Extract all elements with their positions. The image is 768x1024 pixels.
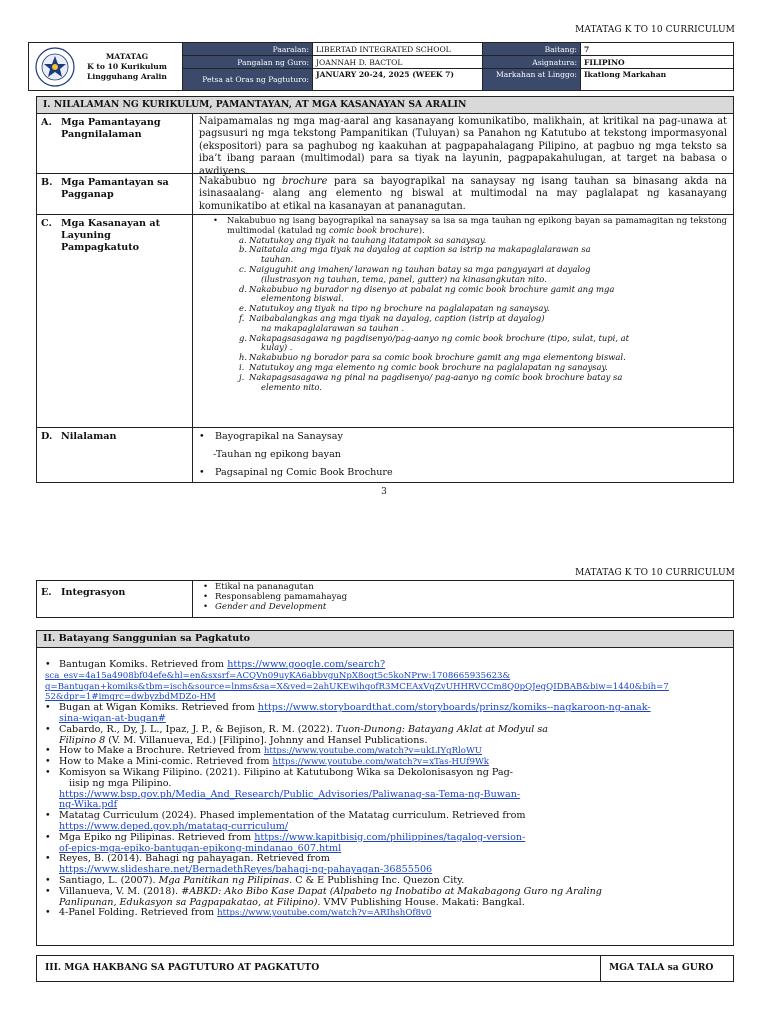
objective-text: Nakabubuo ng burador ng disenyo at pabalat ng comic book brochure gamit ang mga elementong biswal. bbox=[249, 283, 615, 304]
objective-text: Naitatala ang mga tiyak na dayalog at caption sa istrip na makapaglalarawan sa tauhan. bbox=[249, 244, 591, 265]
references-list bbox=[37, 648, 733, 925]
objective-text-cont: na makapaglalarawan sa tauhan . bbox=[261, 322, 405, 333]
row-b-text-2: para sa bayograpikal na sanaysay ng isang tauhan sa binasang akda na isinasaalang- alang ang elemento ng biswal at multimodal na may paglalapat ng kasanayang komunikatibo at etikal na kasanayan at pananagutan. bbox=[199, 176, 727, 212]
objective-letter: i. bbox=[239, 361, 245, 372]
row-a-letter: A. bbox=[41, 117, 52, 128]
objective-item bbox=[199, 285, 727, 305]
list-item: • Mga Epiko ng Pilipinas. Retrieved from https://www.kapitbisig.com/philippines/tagalog-version- of-epics-mga-epiko-bantugan-epikong-mindanao_607.html bbox=[45, 831, 526, 854]
row-d-label: Nilalaman bbox=[61, 431, 117, 442]
page-number: 3 bbox=[381, 487, 387, 497]
markahan-label: Markahan at Linggo: bbox=[483, 69, 581, 91]
row-b-text-em: brochure bbox=[281, 176, 328, 187]
row-pamantayang-pangnilalaman bbox=[37, 114, 733, 177]
objective-letter: j. bbox=[239, 371, 245, 382]
objective-letter: h. bbox=[239, 352, 248, 363]
reference-link[interactable]: https://www.storyboardthat.com/storyboards/prinsz/komiks--nagkaroon-ng-anak- bbox=[257, 702, 651, 714]
row-a-label: Mga Pamantayang Pangnilalaman bbox=[61, 117, 161, 140]
objectives-list bbox=[193, 215, 733, 427]
objective-letter: e. bbox=[239, 303, 247, 314]
objective-bullet: • bbox=[213, 215, 218, 225]
reference-link[interactable]: sina-wigan-at-bugan# bbox=[59, 712, 166, 724]
objective-text-cont: tauhan. bbox=[261, 254, 294, 265]
reference-link[interactable]: https://www.kapitbisig.com/philippines/tagalog-version- bbox=[254, 831, 526, 843]
header-table bbox=[28, 42, 734, 91]
row-e-label: Integrasyon bbox=[61, 587, 126, 598]
reference-link[interactable]: ng-Wika.pdf bbox=[59, 799, 118, 811]
section-3-bar bbox=[36, 955, 734, 982]
list-item: • Pagsapinal ng Comic Book Brochure bbox=[199, 467, 393, 478]
list-item: • Bantugan Komiks. Retrieved from https://www.google.com/search? sca_esv=4a15a4908bf04efe&hl=en&sxsrf=ACQVn09uyKA6abbvguNpX8oqt5c5koNPrw:1708665935623& q=Bantugan+komiks&tbm=isch&source=lnms&sa=X&ved=2ahUKEwihqofR3MCEAxVqZvUHHRVCCm8Q0pQJegQIDBAB&biw=1440&bih=7 52&dpr=1#imgrc=dwbyzbdMDZo-HM bbox=[45, 659, 669, 703]
row-b-letter: B. bbox=[41, 177, 53, 188]
row-b-label: Mga Pamantayan sa Pagganap bbox=[61, 177, 169, 200]
running-header: MATATAG K TO 10 CURRICULUM bbox=[575, 25, 735, 35]
reference-link[interactable]: q=Bantugan+komiks&tbm=isch&source=lnms&sa=X&ved=2ahUKEwihqofR3MCEAxVqZvUHHRVCCm8Q0pQJegQIDBAB&biw=1440&bih=7 bbox=[45, 681, 669, 692]
petsa-value: JANUARY 20-24, 2025 (WEEK 7) bbox=[313, 69, 483, 91]
baitang-label: Baitang: bbox=[483, 43, 581, 56]
guro-value: JOANNAH D. BACTOL bbox=[313, 56, 483, 69]
section-2-box bbox=[36, 630, 734, 946]
nilalaman-list bbox=[193, 428, 733, 482]
row-c-letter: C. bbox=[41, 218, 52, 229]
objective-item bbox=[199, 334, 727, 354]
guro-label: Pangalan ng Guro: bbox=[183, 56, 313, 69]
objective-letter: d. bbox=[239, 283, 248, 294]
logo-line-3: Lingguhang Aralin bbox=[87, 71, 167, 81]
objective-text-cont: kulay) . bbox=[261, 342, 293, 353]
integrasyon-list bbox=[193, 581, 733, 617]
integrasyon-box bbox=[36, 580, 734, 618]
reference-link[interactable]: https://www.deped.gov.ph/matatag-curriculum/ bbox=[59, 820, 289, 832]
row-kasanayan bbox=[37, 215, 733, 428]
logo-line-2: K to 10 Kurikulum bbox=[87, 61, 167, 71]
reference-link[interactable]: 52&dpr=1#imgrc=dwbyzbdMDZo-HM bbox=[45, 692, 216, 703]
list-item: • Etikal na pananagutan bbox=[203, 582, 314, 592]
reference-link[interactable]: https://www.youtube.com/watch?v=xTas-HUf9Wk bbox=[272, 757, 489, 768]
objective-text-cont: (ilustrasyon ng tauhan, tema, panel, gutter) na kinasangkutan nito. bbox=[261, 273, 547, 284]
list-item: • Reyes, B. (2014). Bahagi ng pahayagan. Retrieved from https://www.slideshare.net/BernadethReyes/bahagi-ng-pahayagan-36855506 bbox=[45, 853, 433, 876]
objective-item bbox=[199, 265, 727, 285]
objective-item bbox=[199, 373, 727, 393]
objective-item bbox=[199, 245, 727, 265]
row-a-body: Naipamamalas ng mga mag-aaral ang kasanayang komunikatibo, malikhain, at kritikal na pag-unawa at pagsusuri ng mga tekstong Pampanitikan (Tuluyan) sa Panahon ng Katutubo at tekstong impormasyonal (ekspositori) para sa paghubog ng kaakuhan at pagpapahalagang Pilipino, at pagbuo ng mga teksto sa iba’t ibang paraan (multimodal) para sa tiyak na layunin, pagpapakahulugan, at target na babasa o awdiyens. bbox=[199, 116, 727, 177]
list-item: • How to Make a Mini-comic. Retrieved from https://www.youtube.com/watch?v=xTas-HUf9Wk bbox=[45, 756, 489, 768]
objective-item bbox=[199, 314, 727, 334]
list-item: • How to Make a Brochure. Retrieved from https://www.youtube.com/watch?v=ukLIYgRloWU bbox=[45, 745, 483, 757]
section-1-title: I. NILALAMAN NG KURIKULUM, PAMANTAYAN, AT MGA KASANAYAN SA ARALIN bbox=[37, 97, 733, 114]
list-item: • Bugan at Wigan Komiks. Retrieved from https://www.storyboardthat.com/storyboards/prinsz/komiks--nagkaroon-ng-anak- sina-wigan-at-bugan# bbox=[45, 702, 651, 724]
asignatura-label: Asignatura: bbox=[483, 56, 581, 69]
objective-text: Naiguguhit ang imahen/ larawan ng tauhan batay sa mga pangyayari at dayalog (ilustrasyon ng tauhan, tema, panel, gutter) na kinasangkutan nito. bbox=[249, 263, 591, 284]
reference-link[interactable]: https://www.google.com/search? bbox=[227, 659, 386, 670]
paaralan-label: Paaralan: bbox=[183, 43, 313, 56]
reference-link[interactable]: https://www.slideshare.net/BernadethReyes/bahagi-ng-pahayagan-36855506 bbox=[59, 864, 433, 876]
row-b-text-1: Nakabubuo ng bbox=[199, 176, 282, 187]
page-gap bbox=[0, 540, 768, 555]
list-item: • Santiago, L. (2007). Mga Panitikan ng Pilipinas. C & E Publishing Inc. Quezon City. bbox=[45, 874, 465, 886]
row-pamantayan-pagganap bbox=[37, 174, 733, 215]
reference-link[interactable]: of-epics-mga-epiko-bantugan-epikong-mindanao_607.html bbox=[59, 842, 342, 854]
reference-link[interactable]: sca_esv=4a15a4908bf04efe&hl=en&sxsrf=ACQVn09uyKA6abbvguNpX8oqt5c5koNPrw:1708665935623& bbox=[45, 670, 511, 681]
objective-text: Natutukoy ang mga elemento ng comic book brochure na paglalapatan ng sanaysay. bbox=[249, 361, 608, 372]
row-b-body bbox=[193, 174, 733, 214]
list-item: • 4-Panel Folding. Retrieved from https://www.youtube.com/watch?v=ARIhshOf8v0 bbox=[45, 907, 432, 919]
section-3-title: III. MGA HAKBANG SA PAGTUTURO AT PAGKATUTO bbox=[37, 956, 601, 981]
paaralan-value: LIBERTAD INTEGRATED SCHOOL bbox=[313, 43, 483, 56]
objective-text: Nakapagsasagawa ng pinal na pagdisenyo/ pag-aanyo ng comic book brochure batay sa elemento nito. bbox=[249, 371, 623, 392]
logo-line-1: MATATAG bbox=[105, 51, 149, 61]
objective-letter: g. bbox=[239, 332, 248, 343]
objective-text: Natutukoy ang tiyak na tipo ng brochure na paglalapatan ng sanaysay. bbox=[249, 303, 550, 314]
teacher-notes-header: MGA TALA sa GURO bbox=[609, 962, 714, 973]
objective-letter: f. bbox=[239, 312, 245, 323]
logo-cell bbox=[29, 43, 183, 91]
running-header-2: MATATAG K TO 10 CURRICULUM bbox=[575, 568, 735, 578]
objective-text: Natutukoy ang tiyak na tauhang itatampok sa sanaysay. bbox=[249, 234, 487, 245]
page-2 bbox=[0, 555, 768, 1024]
asignatura-value: FILIPINO bbox=[581, 56, 734, 69]
list-item: • Komisyon sa Wikang Filipino. (2021). Filipino at Katutubong Wika sa Dekolonisasyon ng Pag- iisip ng mga Pilipino. https://www.bsp.gov.ph/Media_And_Research/Public_Advisories/Paliwanag-sa-Tema-ng-Buwan- ng-Wika.pdf bbox=[45, 766, 521, 811]
markahan-value: Ikatlong Markahan bbox=[581, 69, 734, 91]
objective-main-text: Nakabubuo ng isang bayograpikal na sanaysay sa isa sa mga tauhan ng epikong bayan sa pamamagitan ng tekstong multimodal (katulad ng bbox=[227, 215, 727, 235]
list-item: -Tauhan ng epikong bayan bbox=[213, 449, 341, 460]
objective-text: Naibabalangkas ang mga tiyak na dayalog, caption (istrip at dayalog) na makapaglalarawan sa tauhan . bbox=[249, 312, 545, 333]
objective-text-cont: elementong biswal. bbox=[261, 293, 344, 304]
objective-text-cont: elemento nito. bbox=[261, 381, 322, 392]
list-item: • Matatag Curriculum (2024). Phased implementation of the Matatag curriculum. Retrieved from https://www.deped.gov.ph/matatag-curriculum/ bbox=[45, 810, 526, 832]
row-c-label: Mga Kasanayan at Layuning Pampagkatuto bbox=[61, 218, 161, 253]
objective-main-em: comic book brochure bbox=[328, 224, 419, 235]
deped-seal-icon bbox=[35, 47, 75, 87]
list-item: • Cabardo, R., Dy, J. L., Ipaz, J. P., & Bejison, R. M. (2022). Tuon-Dunong: Batayang Aklat at Modyul sa Filipino 8 (V. M. Villanueva, Ed.) [Filipino]. Johnny and Hansel Publications. bbox=[45, 723, 549, 746]
objective-main-end: ). bbox=[418, 224, 425, 235]
objective-letter: b. bbox=[239, 244, 248, 255]
section-2-title: II. Batayang Sanggunian sa Pagkatuto bbox=[37, 631, 733, 648]
row-e-letter: E. bbox=[41, 587, 52, 598]
row-d-letter: D. bbox=[41, 431, 53, 442]
baitang-value: 7 bbox=[581, 43, 734, 56]
objective-text: Nakabubuo ng borador para sa comic book brochure gamit ang mga elementong biswal. bbox=[249, 352, 626, 363]
petsa-label: Petsa at Oras ng Pagtuturo: bbox=[183, 69, 313, 91]
list-item: • Responsableng pamamahayag bbox=[203, 592, 348, 602]
section-1-box bbox=[36, 96, 734, 483]
list-item: • Gender and Development bbox=[203, 602, 327, 612]
list-item: • Bayograpikal na Sanaysay bbox=[199, 431, 343, 442]
objective-main bbox=[227, 216, 727, 236]
reference-link[interactable]: https://www.youtube.com/watch?v=ARIhshOf8v0 bbox=[217, 908, 432, 919]
list-item: • Villanueva, V. M. (2018). #ABKD: Ako Bibo Kase Dapat (Alpabeto ng Inobatibo at Makabagong Guro ng Araling Panlipunan, Edukasyon sa Pagpapakataо, at Filipino). VMV Publishing House. Makati: Bangkal. bbox=[45, 885, 602, 908]
objective-letter: c. bbox=[239, 263, 247, 274]
row-nilalaman bbox=[37, 428, 733, 482]
objective-text: Nakapagsasagawa ng pagdisenyo/pag-aanyo ng comic book brochure (tipo, sulat, tupi, at kulay) . bbox=[249, 332, 630, 353]
reference-link[interactable]: https://www.bsp.gov.ph/Media_And_Research/Public_Advisories/Paliwanag-sa-Tema-ng-Buwan- bbox=[59, 788, 521, 800]
objective-letter: a. bbox=[239, 234, 247, 245]
reference-link[interactable]: https://www.youtube.com/watch?v=ukLIYgRloWU bbox=[263, 746, 483, 757]
